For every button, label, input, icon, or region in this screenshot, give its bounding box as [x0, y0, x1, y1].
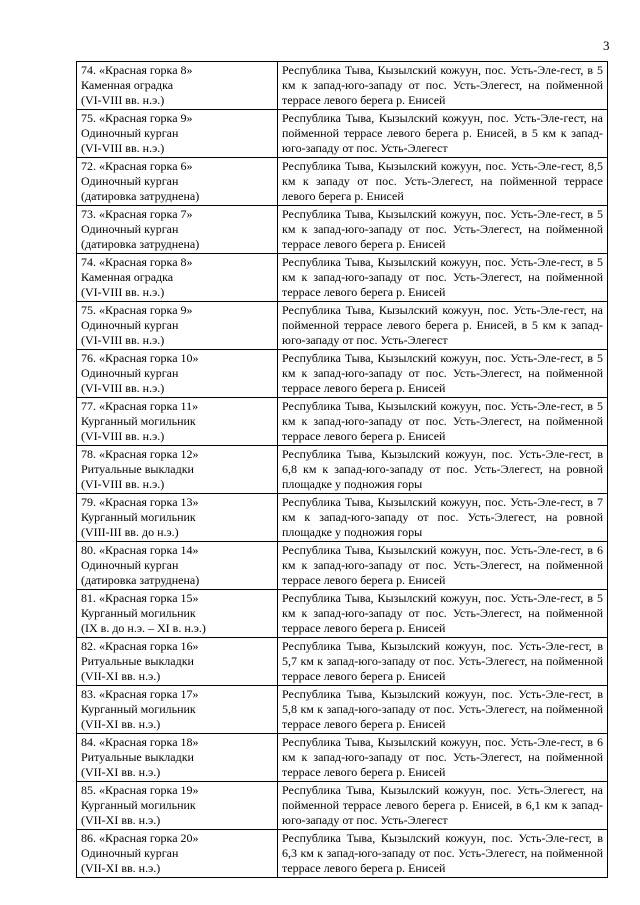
monument-name-cell: 85. «Красная горка 19» Курганный могильник (VII-XI вв. н.э.) [77, 782, 278, 830]
table-row [77, 398, 608, 446]
monument-location-cell: Республика Тыва, Кызылский кожуун, пос. Усть-Эле-гест, в 6,3 км к запад-юго-западу от пос. Усть-Элегест, на пойменной террасе левого берега р. Енисей [278, 830, 608, 878]
monument-location-cell: Республика Тыва, Кызылский кожуун, пос. Усть-Эле-гест, в 6,8 км к запад-юго-западу от пос. Усть-Элегест, на ровной площадке у подножия горы [278, 446, 608, 494]
monument-location-cell: Республика Тыва, Кызылский кожуун, пос. Усть-Эле-гест, на пойменной террасе левого берега р. Енисей, в 5 км к запад-юго-западу от пос. Усть-Элегест [278, 302, 608, 350]
table-row [77, 206, 608, 254]
monument-name-cell: 74. «Красная горка 8» Каменная оградка (VI-VIII вв. н.э.) [77, 254, 278, 302]
table-row [77, 446, 608, 494]
table-row [77, 110, 608, 158]
table-row [77, 158, 608, 206]
monument-location-cell: Республика Тыва, Кызылский кожуун, пос. Усть-Эле-гест, в 5 км к запад-юго-западу от пос. Усть-Элегест, на пойменной террасе левого берега р. Енисей [278, 590, 608, 638]
monument-location-cell: Республика Тыва, Кызылский кожуун, пос. Усть-Эле-гест, в 5 км к запад-юго-западу от пос. Усть-Элегест, на пойменной террасе левого берега р. Енисей [278, 62, 608, 110]
table-row [77, 542, 608, 590]
table-row [77, 638, 608, 686]
monument-name-cell: 77. «Красная горка 11» Курганный могильник (VI-VIII вв. н.э.) [77, 398, 278, 446]
table-row [77, 590, 608, 638]
monument-name-cell: 80. «Красная горка 14» Одиночный курган (датировка затруднена) [77, 542, 278, 590]
monument-location-cell: Республика Тыва, Кызылский кожуун, пос. Усть-Элегест, на пойменной террасе левого берега р. Енисей, в 6,1 км к запад-юго-западу от пос. Усть-Элегест [278, 782, 608, 830]
table-row [77, 302, 608, 350]
monument-location-cell: Республика Тыва, Кызылский кожуун, пос. Усть-Эле-гест, в 7 км к запад-юго-западу от пос. Усть-Элегест, на ровной площадке у подножия горы [278, 494, 608, 542]
monuments-table [76, 61, 608, 878]
table-row [77, 254, 608, 302]
table-row [77, 830, 608, 878]
table-row [77, 686, 608, 734]
monument-name-cell: 75. «Красная горка 9» Одиночный курган (VI-VIII вв. н.э.) [77, 302, 278, 350]
monument-location-cell: Республика Тыва, Кызылский кожуун, пос. Усть-Эле-гест, в 6 км к запад-юго-западу от пос. Усть-Элегест, на пойменной террасе левого берега р. Енисей [278, 542, 608, 590]
monument-name-cell: 76. «Красная горка 10» Одиночный курган (VI-VIII вв. н.э.) [77, 350, 278, 398]
monument-location-cell: Республика Тыва, Кызылский кожуун, пос. Усть-Эле-гест, в 5 км к запад-юго-западу от пос. Усть-Элегест, на пойменной террасе левого берега р. Енисей [278, 254, 608, 302]
monument-name-cell: 78. «Красная горка 12» Ритуальные выкладки (VI-VIII вв. н.э.) [77, 446, 278, 494]
table-row [77, 350, 608, 398]
monument-name-cell: 75. «Красная горка 9» Одиночный курган (VI-VIII вв. н.э.) [77, 110, 278, 158]
monument-name-cell: 73. «Красная горка 7» Одиночный курган (датировка затруднена) [77, 206, 278, 254]
monument-name-cell: 83. «Красная горка 17» Курганный могильник (VII-XI вв. н.э.) [77, 686, 278, 734]
monument-location-cell: Республика Тыва, Кызылский кожуун, пос. Усть-Эле-гест, на пойменной террасе левого берега р. Енисей, в 5 км к запад-юго-западу от пос. Усть-Элегест [278, 110, 608, 158]
table-row [77, 734, 608, 782]
monument-name-cell: 72. «Красная горка 6» Одиночный курган (датировка затруднена) [77, 158, 278, 206]
table-row [77, 62, 608, 110]
page-number: 3 [603, 38, 610, 53]
monument-name-cell: 74. «Красная горка 8» Каменная оградка (VI-VIII вв. н.э.) [77, 62, 278, 110]
monument-location-cell: Республика Тыва, Кызылский кожуун, пос. Усть-Эле-гест, 8,5 км к западу от пос. Усть-Элегест, на пойменной террасе левого берега р. Енисей [278, 158, 608, 206]
table-row [77, 494, 608, 542]
table-row [77, 782, 608, 830]
monument-name-cell: 81. «Красная горка 15» Курганный могильник (IX в. до н.э. – XI в. н.э.) [77, 590, 278, 638]
monument-location-cell: Республика Тыва, Кызылский кожуун, пос. Усть-Эле-гест, в 5,7 км к запад-юго-западу от пос. Усть-Элегест, на пойменной террасе левого берега р. Енисей [278, 638, 608, 686]
monument-location-cell: Республика Тыва, Кызылский кожуун, пос. Усть-Эле-гест, в 5 км к запад-юго-западу от пос. Усть-Элегест, на пойменной террасе левого берега р. Енисей [278, 206, 608, 254]
monument-location-cell: Республика Тыва, Кызылский кожуун, пос. Усть-Эле-гест, в 5,8 км к запад-юго-западу от пос. Усть-Элегест, на пойменной террасе левого берега р. Енисей [278, 686, 608, 734]
monument-name-cell: 82. «Красная горка 16» Ритуальные выкладки (VII-XI вв. н.э.) [77, 638, 278, 686]
monument-name-cell: 86. «Красная горка 20» Одиночный курган (VII-XI вв. н.э.) [77, 830, 278, 878]
monument-location-cell: Республика Тыва, Кызылский кожуун, пос. Усть-Эле-гест, в 6 км к запад-юго-западу от пос. Усть-Элегест, на пойменной террасе левого берега р. Енисей [278, 734, 608, 782]
monument-name-cell: 84. «Красная горка 18» Ритуальные выкладки (VII-XI вв. н.э.) [77, 734, 278, 782]
monument-location-cell: Республика Тыва, Кызылский кожуун, пос. Усть-Эле-гест, в 5 км к запад-юго-западу от пос. Усть-Элегест, на пойменной террасе левого берега р. Енисей [278, 398, 608, 446]
monuments-table-body [77, 62, 608, 878]
monument-name-cell: 79. «Красная горка 13» Курганный могильник (VIII-III вв. до н.э.) [77, 494, 278, 542]
monument-location-cell: Республика Тыва, Кызылский кожуун, пос. Усть-Эле-гест, в 5 км к запад-юго-западу от пос. Усть-Элегест, на пойменной террасе левого берега р. Енисей [278, 350, 608, 398]
